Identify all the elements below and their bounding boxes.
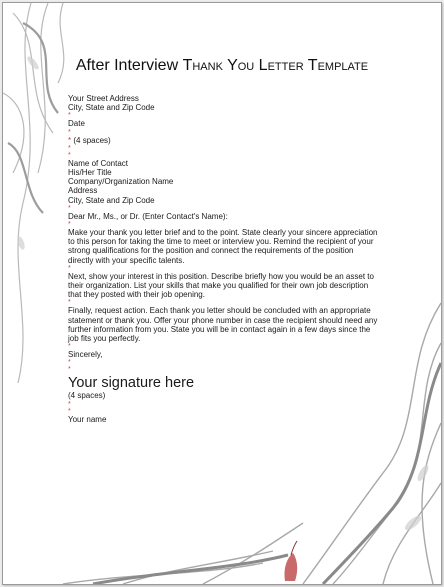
- bullet-marker: *: [68, 366, 71, 374]
- spaces-note-text: (4 spaces): [73, 135, 111, 145]
- bullet-marker: *: [68, 204, 71, 212]
- bullet-marker: *: [68, 128, 71, 136]
- flower-bud-icon: [284, 541, 297, 581]
- bullet-marker: *: [68, 343, 71, 351]
- paragraph-2: Next, show your interest in this position. Describe briefly how you would be an asset to their organization. List your skills that make you qualified for their own job description that they posted with their job opening.: [68, 271, 374, 300]
- paragraph-3: Finally, request action. Each thank you letter should be concluded with an appropriate statement or thank you. Offer your phone number in case the recipient should need any further information from you. State you will be in contact again in a few days since the job fits you perfectly.: [68, 306, 378, 344]
- title-part-2: Thank You Letter Template: [182, 57, 369, 74]
- sender-street: Your Street Address: [68, 94, 139, 103]
- recipient-name: Name of Contact: [68, 158, 129, 168]
- paragraph-1: Make your thank you letter brief and to the point. State clearly your sincere appreciation to this person for taking the time to meet or interview you. Remind the recipient of your strong qualifications for the position and connect the requirements of the position directly with your specific talents.: [68, 228, 378, 265]
- closing: Sincerely,: [68, 350, 103, 360]
- signature-placeholder: Your signature here: [68, 375, 195, 392]
- date-label: Date: [68, 119, 85, 129]
- recipient-city: City, State and Zip Code: [68, 195, 155, 205]
- bullet-marker: *: [68, 221, 71, 229]
- recipient-address: Address: [68, 186, 98, 196]
- recipient-title: His/Her Title: [68, 168, 112, 178]
- title-part-1: After Interview: [75, 57, 183, 74]
- letter-body: [68, 94, 380, 424]
- spaces-note: [68, 136, 380, 145]
- page-title: [3, 57, 441, 75]
- bullet-marker: *: [68, 144, 71, 152]
- salutation: Dear Mr., Ms., or Dr. (Enter Contact's Name):: [68, 211, 228, 221]
- recipient-company: Company/Organization Name: [68, 177, 174, 187]
- bullet-marker: *: [68, 264, 71, 272]
- bullet-marker: *: [68, 359, 71, 367]
- bullet-marker: *: [68, 112, 71, 120]
- your-name: Your name: [68, 414, 107, 424]
- signature-spaces-note: (4 spaces): [68, 391, 106, 401]
- sender-city: City, State and Zip Code: [68, 103, 155, 113]
- bullet-marker: *: [68, 135, 72, 145]
- bullet-marker: *: [68, 407, 71, 415]
- bullet-marker: *: [68, 151, 71, 159]
- document-page: [2, 2, 442, 585]
- bullet-marker: *: [68, 299, 71, 307]
- bullet-marker: *: [68, 400, 71, 408]
